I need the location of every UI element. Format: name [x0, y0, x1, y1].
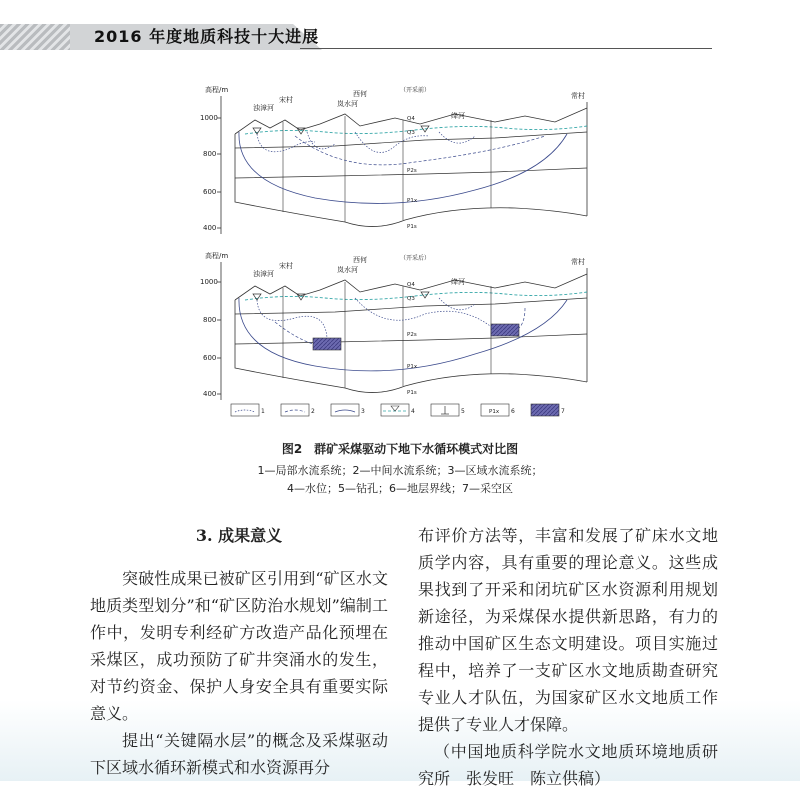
- right-column: [418, 522, 718, 792]
- stratum-label: Q4: [407, 282, 415, 288]
- panel-label-before: （开采前）: [400, 87, 431, 94]
- location-label: 绛河: [451, 112, 465, 120]
- legend-number: 3: [361, 408, 365, 415]
- tick-label: 1000: [200, 114, 218, 122]
- location-label: 岚水河: [337, 266, 358, 274]
- location-label: 西何: [353, 256, 367, 264]
- panel-after-mining: [200, 251, 587, 400]
- location-label: 绛河: [451, 278, 465, 286]
- figure-caption-title: 图2 群矿采煤驱动下地下水循环模式对比图: [281, 442, 519, 456]
- tick-label: 800: [203, 150, 217, 158]
- location-label: 岚水河: [337, 100, 358, 108]
- legend-number: 5: [461, 408, 465, 415]
- stratum-label: Q3: [407, 130, 415, 136]
- figure-caption-legend-line: 1—局部水流系统；2—中间水流系统；3—区域水流系统；: [257, 464, 543, 477]
- header-title: 2016 年度地质科技十大进展: [94, 27, 320, 46]
- paragraph: 突破性成果已被矿区引用到“矿区水文地质类型划分”和“矿区防治水规划”编制工作中，发明专利经矿方改造产品化预埋在采煤区，成功预防了矿井突涌水的发生，对节约资金、保护人身安全具有重要实际意义。: [90, 569, 388, 723]
- legend-number: 1: [261, 408, 265, 415]
- legend-number: 4: [411, 408, 415, 415]
- author-credit: （中国地质科学院水文地质环境地质研究所 张发旺 陈立供稿）: [418, 742, 718, 788]
- location-label: 西何: [353, 90, 367, 98]
- stratum-label: P2s: [407, 332, 417, 338]
- location-label: 浊漳河: [253, 104, 274, 112]
- left-column: [90, 565, 388, 781]
- legend-number: 2: [311, 408, 315, 415]
- panel-label-after: （开采后）: [400, 255, 431, 262]
- stratum-label: P1x: [407, 198, 418, 204]
- section-heading: 3. 成果意义: [195, 526, 283, 545]
- location-label: 浊漳河: [253, 270, 274, 278]
- goaf-block: [313, 338, 341, 350]
- header-stripes: [0, 24, 70, 50]
- stratum-label: Q4: [407, 116, 415, 122]
- running-header: [0, 24, 800, 50]
- location-label: 常村: [571, 258, 585, 266]
- stratum-label: P1x: [407, 364, 418, 370]
- groundwater-circulation-figure: [195, 82, 605, 422]
- location-label: 宋村: [279, 262, 293, 270]
- stratum-label: P2s: [407, 168, 417, 174]
- tick-label: 600: [203, 188, 217, 196]
- tick-label: 1000: [200, 278, 218, 286]
- goaf-block: [491, 324, 519, 336]
- location-label: 宋村: [279, 96, 293, 104]
- location-label: 常村: [571, 92, 585, 100]
- panel-before-mining: [200, 85, 587, 234]
- figure-diagram: [195, 82, 605, 422]
- paragraph: 布评价方法等，丰富和发展了矿床水文地质学内容，具有重要的理论意义。这些成果找到了开采和闭坑矿区水资源利用规划新途径，为采煤保水提供新思路，有力的推动中国矿区生态文明建设。项目实施过程中，培养了一支矿区水文地质勘查研究专业人才队伍，为国家矿区水文地质工作提供了专业人才保障。: [418, 526, 718, 734]
- legend-number: 6: [511, 408, 515, 415]
- stratum-label: P1s: [407, 390, 417, 396]
- paragraph: 提出“关键隔水层”的概念及采煤驱动下区域水循环新模式和水资源再分: [90, 731, 388, 777]
- header-rule: [300, 48, 712, 49]
- tick-label: 400: [203, 390, 217, 398]
- tick-label: 400: [203, 224, 217, 232]
- elevation-axis-label: 高程/m: [205, 86, 229, 94]
- stratum-label: P1s: [407, 224, 417, 230]
- tick-label: 800: [203, 316, 217, 324]
- legend-number: 7: [561, 408, 565, 415]
- elevation-axis-label: 高程/m: [205, 252, 229, 260]
- stratum-label: Q3: [407, 296, 415, 302]
- legend-stratum-label: P1x: [489, 409, 500, 415]
- figure-caption-legend-line: 4—水位；5—钻孔；6—地层界线；7—采空区: [287, 482, 513, 495]
- figure-legend: [231, 404, 565, 416]
- tick-label: 600: [203, 354, 217, 362]
